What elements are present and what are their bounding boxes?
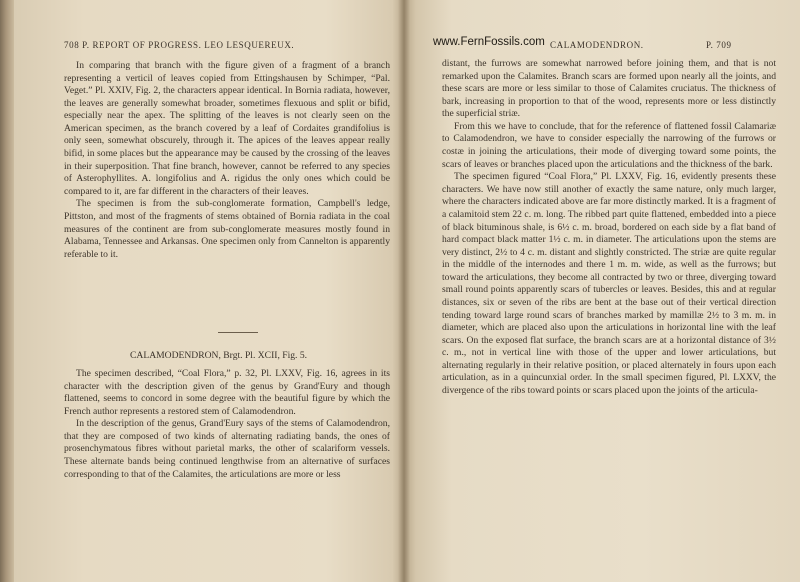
left-paragraph-2: The specimen is from the sub-conglomerate formation, Campbell's ledge, Pittston, and most of the fragments of stems obtained of Bornia radiata in the coal measures of the continent are from sub-conglomerate measures mostly found in Alabama, Tennessee and Arkansas. One specimen only from Cannelton is apparently referable to it. — [64, 198, 390, 260]
right-page-number: P. 709 — [706, 40, 732, 50]
left-text-block-2 — [64, 368, 390, 481]
book-gutter — [398, 0, 410, 582]
right-page — [404, 0, 800, 582]
left-running-header: 708 P. REPORT OF PROGRESS. LEO LESQUEREUX. — [64, 40, 295, 50]
right-running-title: CALAMODENDRON. — [550, 40, 644, 50]
right-paragraph-2: From this we have to conclude, that for the reference of flattened fossil Calamariæ to Calamodendron, we have to consider especially the narrowing of the furrows or costæ in joining the articulations, their mode of diverging toward some points, the scars of leaves or branches placed upon the articulations and the thickness of the bark. — [442, 120, 776, 170]
right-paragraph-3: The specimen figured “Coal Flora,” Pl. LXXV, Fig. 16, evidently presents these characters. We have now still another of exactly the same nature, only much larger, where the characters indicated above are far more distinctly marked. It is a fragment of a calamitoid stem 22 c. m. long. The ribbed part quite flattened, embedded into a piece of black bituminous shale, is 6½ c. m. broad, bordered on each side by a flat band of hard compact black matter 1½ c. m. in diameter. The articulations upon the stems are very distinct, 2½ to 4 c. m. distant and slightly constricted. The striæ are quite regular in the middle of the internodes and there 1 m. m. wide, as well as the furrows; but toward the articulations, they become all contracted by two or three, diverging toward small round points apparently scars of tubercles or leaves. Besides, this and at regular distances, six or seven of the ribs are bent at the base out of their vertical direction tending toward large round scars of branches marked by mamillæ 2½ to 3 m. m. in diameter, which are placed also upon the articulations in horizontal line with the leaf scars. On the exposed flat surface, the branch scars are at a horizontal distance of 3½ c. m., not in vertical line with those of the upper and lower articulations, but alternating regularly in their relative position, or placed alternately in fours upon each articulation, as in a quincunxial order. In the small specimen figured, Pl. LXXV, the divergence of the ribs toward points or scars placed upon the joints of the articula- — [442, 171, 776, 397]
left-text-block-1 — [64, 60, 390, 261]
left-paragraph-1: In comparing that branch with the figure given of a fragment of a branch representing a verticil of leaves copied from Ettingshausen by Schimper, “Pal. Veget.” Pl. XXIV, Fig. 2, the characters appear identical. In Bornia radiata, however, the leaves are generally somewhat broader, sometimes flexuous and split or bifid, especially near the apex. The splitting of the leaves is not clearly seen on the American specimen, as the branch covered by a leaf of Cordaites grandifolius is only seen, somewhat obscurely, through it. The apices of the leaves appear really bifid, in some places but the appearance may be caused by the crossing of the leaves in their superposition. That fine branch, however, cannot be referred to any species of Asterophyllites. A. longifolius and A. rigidus the only ones which could be compared to it, are far different in the characters of their leaves. — [64, 60, 390, 197]
section-title: CALAMODENDRON, Brgt. Pl. XCII, Fig. 5. — [130, 350, 308, 361]
right-text-block — [442, 58, 776, 398]
right-paragraph-1: distant, the furrows are somewhat narrowed before joining them, and that is not remarked upon the Calamites. Branch scars are formed upon nearly all the joints, and these scars are more or less similar to those of Calamites cruciatus. The thickness of bark, increasing in proportion to that of the wood, represents more or less distinctly the superficial striæ. — [442, 58, 776, 120]
section-divider — [218, 332, 258, 333]
left-paragraph-4: In the description of the genus, Grand'Eury says of the stems of Calamodendron, that they are composed of two kinds of alternating radiating bands, the ones of prosenchymatous fibres without parietal marks, the other of scalariform vessels. These alternate bands being continued lengthwise from an alternative of surfaces corresponding to that of the Calamites, the articulations are more or less — [64, 418, 390, 480]
left-page — [14, 0, 404, 582]
watermark-text: www.FernFossils.com — [433, 36, 545, 48]
left-paragraph-3: The specimen described, “Coal Flora,” p. 32, Pl. LXXV, Fig. 16, agrees in its character with the description given of the genus by Grand'Eury and though flattened, seems to concord in some degree with the beautiful figure by which the French author represents a restored stem of Calamodendron. — [64, 368, 390, 417]
